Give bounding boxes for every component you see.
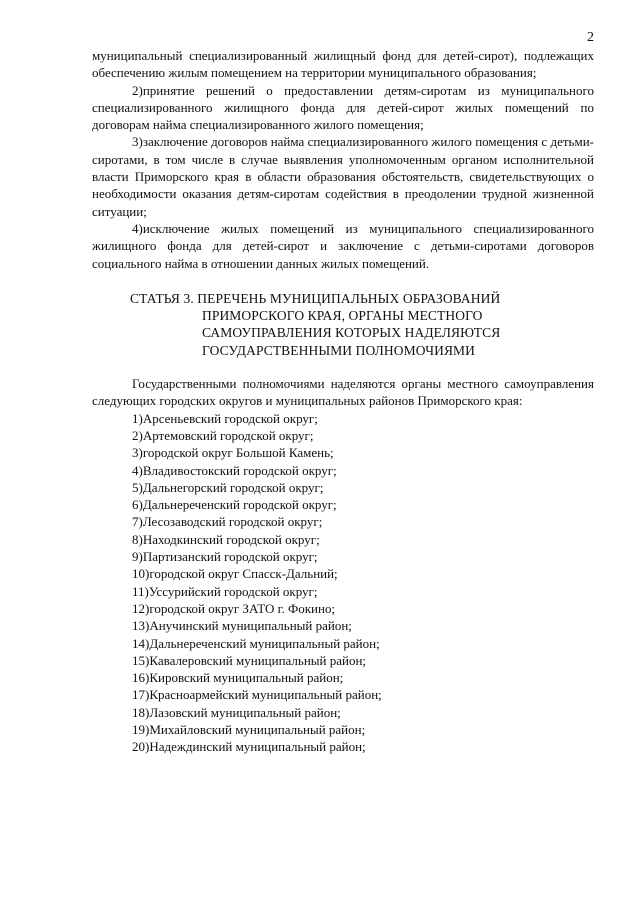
page-number: 2 [587,30,594,45]
list-item: 15)Кавалеровский муниципальный район; [132,652,367,668]
list-item: 16)Кировский муниципальный район; [132,670,344,686]
paragraph-continuation: муниципальный специализированный жилищный фонд для детей-сирот), подлежащих обеспечению жилым помещением на территории муниципального образования; [92,48,594,81]
list-item: 3)городской округ Большой Камень; [132,445,334,461]
list-item: 20)Надеждинский муниципальный район; [132,739,366,755]
list-item: 1)Арсеньевский городской округ; [132,410,318,426]
list-item: 17)Красноармейский муниципальный район; [132,687,382,703]
list-item: 7)Лесозаводский городской округ; [132,514,323,530]
document-body [92,47,594,756]
list-item: 5)Дальнегорский городской округ; [132,479,324,495]
spacer [92,359,594,375]
paragraph-item-4: 4)исключение жилых помещений из муниципального специализированного жилищного фонда для детей-сирот и заключение с детьми-сиротами договоров социального найма в отношении данных жилых помещений. [92,220,594,271]
list-item: 14)Дальнереченский муниципальный район; [132,635,380,651]
list-item: 12)городской округ ЗАТО г. Фокино; [132,600,336,616]
list-item: 6)Дальнереченский городской округ; [132,497,337,513]
list-item: 9)Партизанский городской округ; [132,549,318,565]
list-item: 4)Владивостокский городской округ; [132,462,337,478]
list-item: 13)Анучинский муниципальный район; [132,618,352,634]
list-item: 19)Михайловский муниципальный район; [132,721,366,737]
paragraph-item-3: 3)заключение договоров найма специализированного жилого помещения с детьми-сиротами, в том числе в случае выявления уполномоченным органом исполнительной власти Приморского края в области образования обстоятельств, свидетельствующих о необходимости оказания детям-сиротам содействия в преодолении трудной жизненной ситуации; [92,134,594,219]
municipality-list [92,410,594,756]
list-item: 10)городской округ Спасск-Дальний; [132,566,338,582]
intro-paragraph: Государственными полномочиями наделяются органы местного самоуправления следующих городских округов и муниципальных районов Приморского края: [92,376,594,409]
paragraph-item-2: 2)принятие решений о предоставлении детям-сиротам из муниципального специализированного жилищного фонда для детей-сирот жилых помещений по договорам найма специализированного жилого помещения; [92,82,594,133]
article-heading: СТАТЬЯ 3. ПЕРЕЧЕНЬ МУНИЦИПАЛЬНЫХ ОБРАЗОВАНИЙ ПРИМОРСКОГО КРАЯ, ОРГАНЫ МЕСТНОГО САМОУПРАВЛЕНИЯ КОТОРЫХ НАДЕЛЯЮТСЯ ГОСУДАРСТВЕННЫМИ ПОЛНОМОЧИЯМИ [130,290,501,358]
list-item: 2)Артемовский городской округ; [132,427,314,443]
list-item: 8)Находкинский городской округ; [132,531,320,547]
list-item: 18)Лазовский муниципальный район; [132,704,341,720]
list-item: 11)Уссурийский городской округ; [132,583,318,599]
